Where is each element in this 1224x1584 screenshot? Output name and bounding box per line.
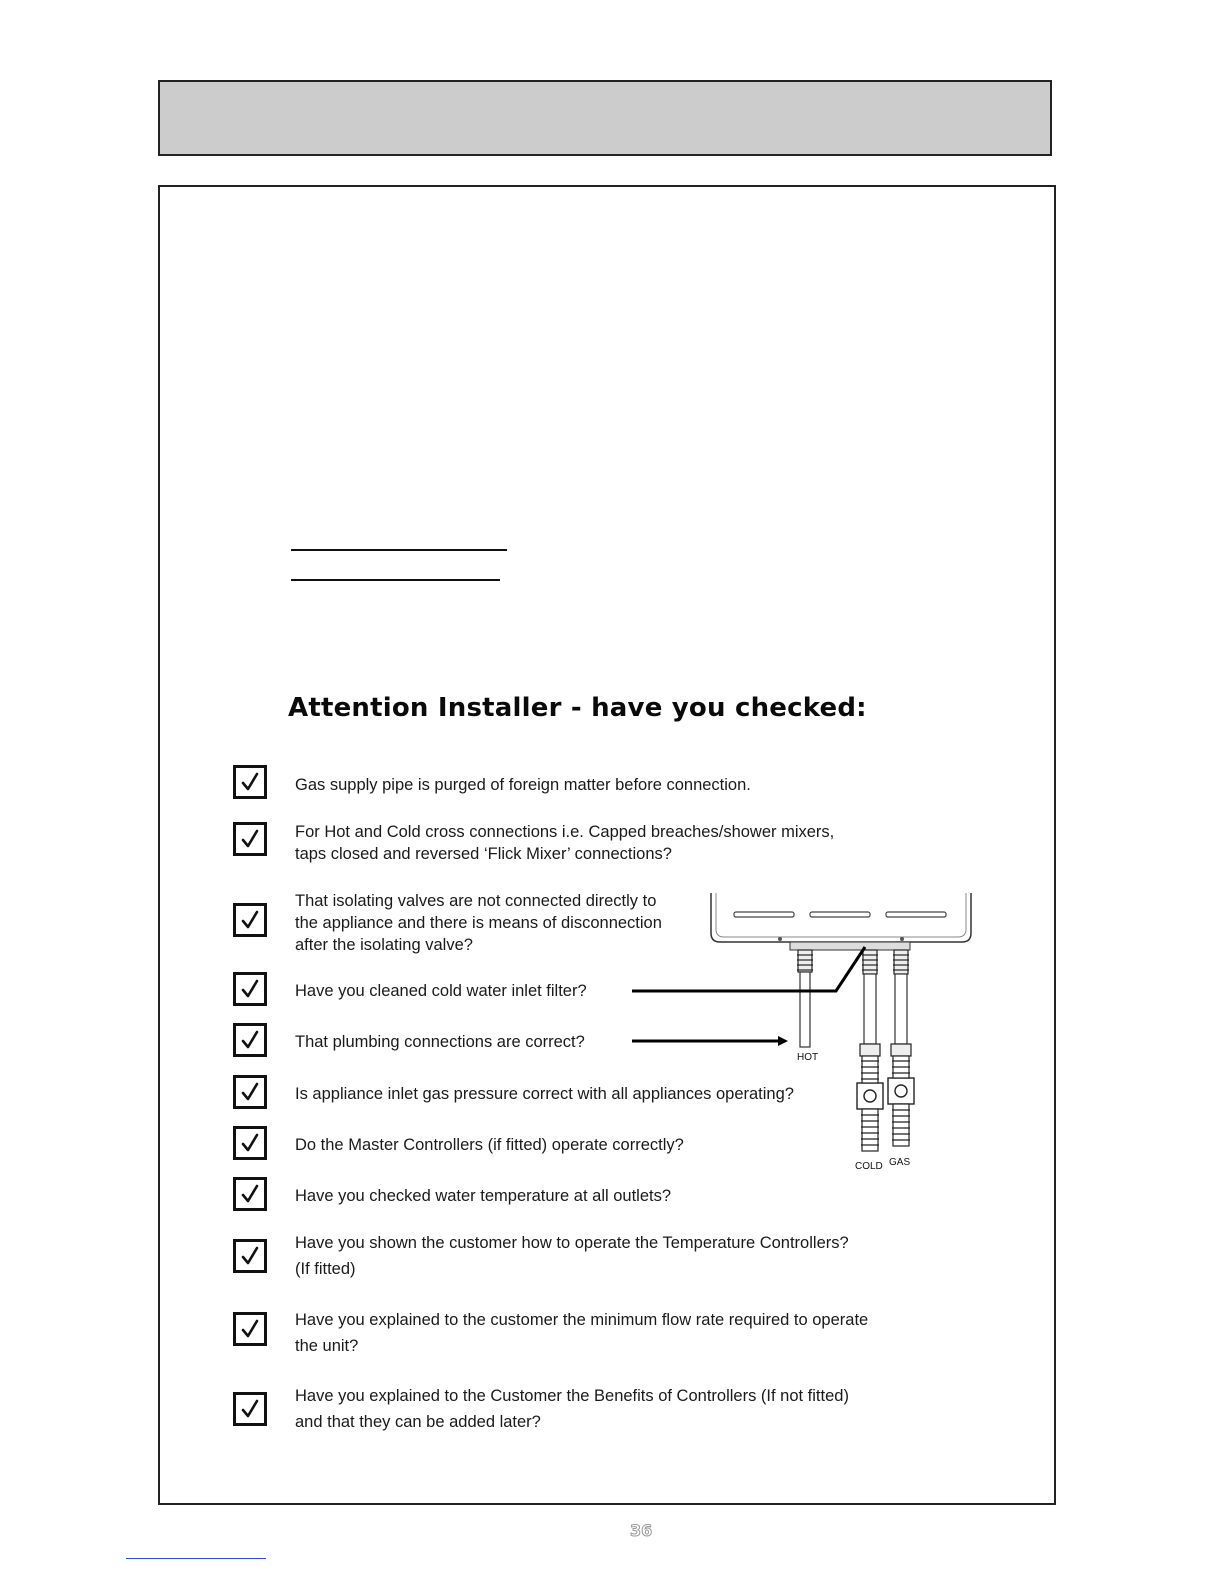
connection-diagram xyxy=(600,885,1000,1185)
cold-label: COLD xyxy=(855,1161,883,1172)
checked-box-icon[interactable] xyxy=(233,1126,267,1160)
checklist-item-text: For Hot and Cold cross connections i.e. Capped breaches/shower mixers, taps closed and reversed ‘Flick Mixer’ connections? xyxy=(295,823,835,863)
checked-box-icon[interactable] xyxy=(233,1177,267,1211)
checklist-item-text: Have you checked water temperature at all outlets? xyxy=(295,1187,672,1205)
checked-box-icon[interactable] xyxy=(233,1392,267,1426)
checklist-item-text: Have you explained to the customer the minimum flow rate required to operate the unit? xyxy=(295,1311,869,1355)
checklist-item-text: Have you shown the customer how to operate the Temperature Controllers? (If fitted) xyxy=(295,1234,849,1278)
checked-box-icon[interactable] xyxy=(233,1312,267,1346)
water-heater-connections-illustration xyxy=(600,885,1000,1185)
blank-field-line-1 xyxy=(291,549,507,551)
checked-box-icon[interactable] xyxy=(233,765,267,799)
blank-field-line-2 xyxy=(291,579,500,581)
checked-box-icon[interactable] xyxy=(233,1023,267,1057)
checked-box-icon[interactable] xyxy=(233,1239,267,1273)
checked-box-icon[interactable] xyxy=(233,1075,267,1109)
checklist-item-text: Is appliance inlet gas pressure correct with all appliances operating? xyxy=(295,1085,794,1103)
checked-box-icon[interactable] xyxy=(233,972,267,1006)
hot-label: HOT xyxy=(797,1052,819,1063)
checklist-item-text: That plumbing connections are correct? xyxy=(295,1033,585,1051)
checklist-item-text: Have you cleaned cold water inlet filter? xyxy=(295,982,587,1000)
gas-label: GAS xyxy=(889,1157,911,1168)
checked-box-icon[interactable] xyxy=(233,903,267,937)
footer-link-underline xyxy=(126,1558,266,1559)
checklist-item-text: Have you explained to the Customer the Benefits of Controllers (If not fitted) and that they can be added later? xyxy=(295,1387,849,1431)
checklist-item-text: Do the Master Controllers (if fitted) operate correctly? xyxy=(295,1136,684,1154)
checklist-heading: Attention Installer - have you checked: xyxy=(288,693,867,723)
checked-box-icon[interactable] xyxy=(233,822,267,856)
page-number: 36 xyxy=(630,1521,653,1540)
header-band xyxy=(158,80,1052,156)
checklist-item-text: That isolating valves are not connected directly to the appliance and there is means of disconnection after the isolating valve? xyxy=(295,892,662,954)
checklist-item-text: Gas supply pipe is purged of foreign matter before connection. xyxy=(295,776,751,794)
